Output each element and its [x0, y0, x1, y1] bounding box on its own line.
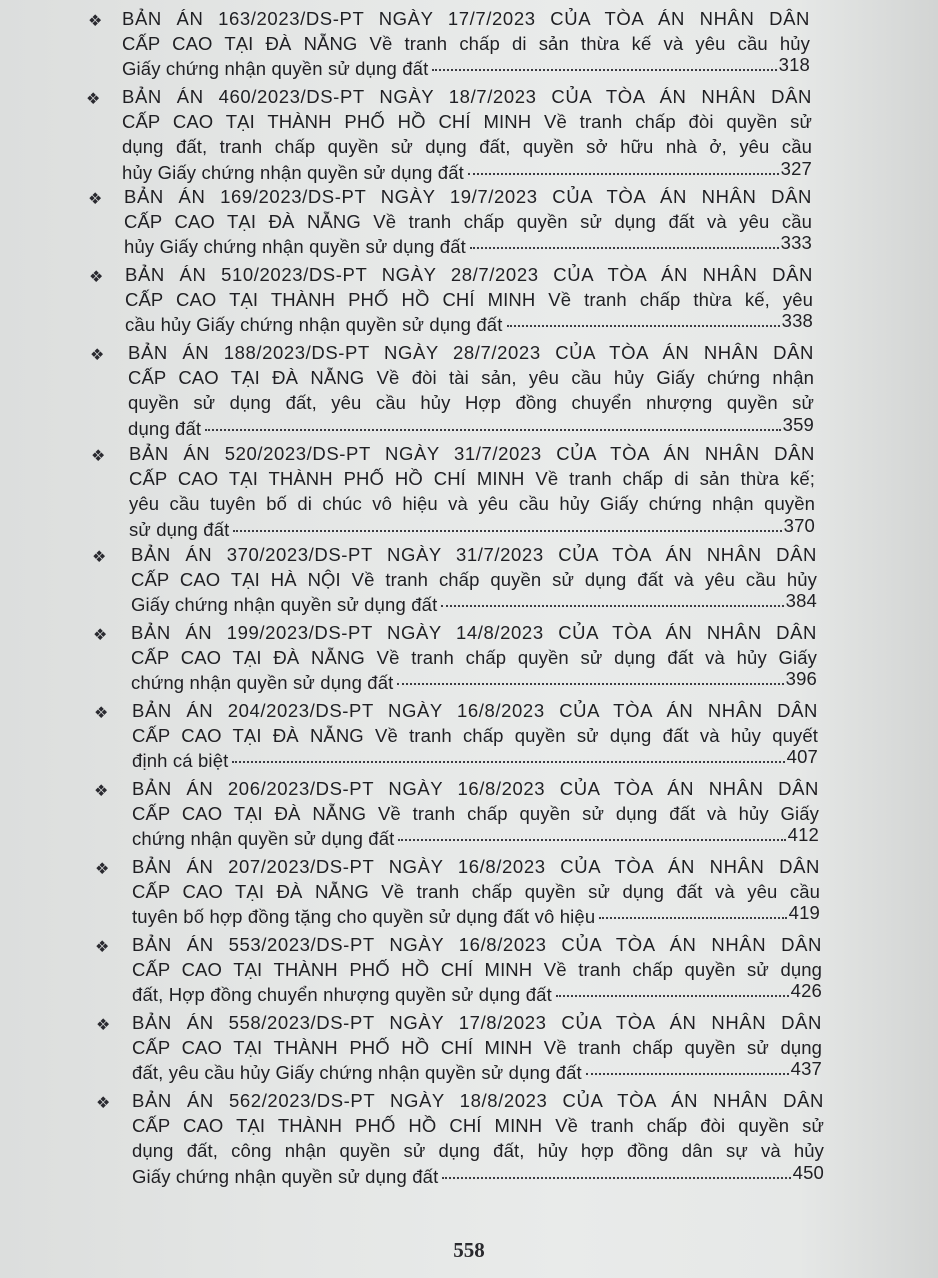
toc-entry-text	[131, 542, 817, 618]
toc-entry-line: CẤP CAO TẠI ĐÀ NẴNG Về tranh chấp quyền sử dụng đất và hủy Giấy	[131, 647, 817, 669]
toc-entry-text	[132, 932, 822, 1008]
toc-entry-title: BẢN ÁN 510/2023/DS-PT NGÀY 28/7/2023 CỦA TÒA ÁN NHÂN DÂN	[125, 264, 813, 285]
toc-entry-last-text: tuyên bố hợp đồng tặng cho quyền sử dụng đất vô hiệu	[132, 906, 596, 928]
toc-entry-title: BẢN ÁN 207/2023/DS-PT NGÀY 16/8/2023 CỦA TÒA ÁN NHÂN DÂN	[132, 856, 820, 877]
toc-page-number: 370	[783, 514, 815, 536]
dot-leader	[233, 530, 781, 532]
toc-entry-title: BẢN ÁN 562/2023/DS-PT NGÀY 18/8/2023 CỦA TÒA ÁN NHÂN DÂN	[132, 1090, 824, 1111]
toc-entry-last-line	[125, 312, 813, 337]
toc-entry-last-line	[124, 234, 812, 259]
toc-page-number: 327	[780, 157, 812, 179]
dot-leader	[441, 605, 783, 607]
toc-entry-last-line	[122, 157, 812, 185]
toc-page-number: 318	[778, 54, 810, 76]
toc-entry-title: BẢN ÁN 370/2023/DS-PT NGÀY 31/7/2023 CỦA TÒA ÁN NHÂN DÂN	[131, 544, 817, 565]
toc-entry-last-line	[132, 904, 820, 929]
toc-entry-title: BẢN ÁN 206/2023/DS-PT NGÀY 16/8/2023 CỦA TÒA ÁN NHÂN DÂN	[132, 778, 819, 799]
toc-entry-title: BẢN ÁN 520/2023/DS-PT NGÀY 31/7/2023 CỦA TÒA ÁN NHÂN DÂN	[129, 443, 815, 464]
toc-entry	[0, 1088, 938, 1187]
toc-page-number: 407	[786, 746, 818, 768]
toc-entry-last-line	[132, 1161, 824, 1189]
dot-leader	[232, 761, 784, 763]
toc-entry-last-text: sử dụng đất	[129, 518, 230, 540]
toc-entry-line: CẤP CAO TẠI THÀNH PHỐ HỒ CHÍ MINH Về tranh chấp thừa kế, yêu	[125, 289, 813, 311]
toc-entry	[0, 542, 938, 620]
toc-entry-title: BẢN ÁN 558/2023/DS-PT NGÀY 17/8/2023 CỦA TÒA ÁN NHÂN DÂN	[132, 1012, 822, 1033]
diamond-bullet-icon: ❖	[92, 549, 107, 566]
toc-entry-text	[132, 1010, 822, 1086]
toc-entry	[0, 184, 938, 262]
dot-leader	[442, 1177, 790, 1179]
toc-entry-line: CẤP CAO TẠI THÀNH PHỐ HỒ CHÍ MINH Về tranh chấp di sản thừa kế;	[129, 468, 815, 490]
toc-entry-last-text: hủy Giấy chứng nhận quyền sử dụng đất	[124, 236, 466, 258]
toc-entry-last-text: Giấy chứng nhận quyền sử dụng đất	[132, 1165, 439, 1187]
toc-entry-last-text: đất, Hợp đồng chuyển nhượng quyền sử dụng đất	[132, 984, 552, 1006]
toc-entry-line: dụng đất, công nhận quyền sử dụng đất, hủy hợp đồng dân sự và hủy	[132, 1140, 824, 1162]
toc-page-number: 450	[792, 1161, 824, 1183]
toc-entry	[0, 620, 938, 698]
toc-entry-title: BẢN ÁN 169/2023/DS-PT NGÀY 19/7/2023 CỦA TÒA ÁN NHÂN DÂN	[124, 186, 812, 207]
toc-page-number: 333	[780, 232, 812, 254]
toc-entry-last-line	[128, 413, 814, 441]
toc-entry-text	[122, 84, 812, 185]
diamond-bullet-icon: ❖	[86, 91, 101, 108]
toc-entry	[0, 932, 938, 1010]
toc-entry	[0, 84, 938, 183]
diamond-bullet-icon: ❖	[95, 939, 110, 956]
toc-entry-line: CẤP CAO TẠI ĐÀ NẴNG Về tranh chấp quyền sử dụng đất và yêu cầu	[124, 211, 812, 233]
toc-entry-line: CẤP CAO TẠI THÀNH PHỐ HỒ CHÍ MINH Về tranh chấp đòi quyền sử	[132, 1115, 824, 1137]
diamond-bullet-icon: ❖	[89, 269, 104, 286]
toc-entry	[0, 262, 938, 340]
toc-entry-last-line	[129, 514, 815, 542]
toc-entry-text	[124, 184, 812, 260]
dot-leader	[205, 429, 780, 431]
toc-entry-line: CẤP CAO TẠI ĐÀ NẴNG Về tranh chấp quyền sử dụng đất và yêu cầu	[132, 881, 820, 903]
diamond-bullet-icon: ❖	[96, 1017, 111, 1034]
toc-entry-line: CẤP CAO TẠI ĐÀ NẴNG Về tranh chấp quyền sử dụng đất và hủy Giấy	[132, 803, 819, 825]
toc-entry-last-text: đất, yêu cầu hủy Giấy chứng nhận quyền sử dụng đất	[132, 1062, 582, 1084]
diamond-bullet-icon: ❖	[88, 13, 103, 30]
toc-entry-text	[131, 620, 817, 696]
toc-page-number: 359	[782, 413, 814, 435]
toc-entry	[0, 340, 938, 439]
page-number: 558	[453, 1238, 485, 1262]
diamond-bullet-icon: ❖	[96, 1095, 111, 1112]
diamond-bullet-icon: ❖	[91, 448, 106, 465]
toc-page-number: 437	[790, 1058, 822, 1080]
dot-leader	[397, 683, 783, 685]
toc-entry-line: dụng đất, tranh chấp quyền sử dụng đất, quyền sở hữu nhà ở, yêu cầu	[122, 136, 812, 158]
toc-page-number: 419	[788, 902, 820, 924]
diamond-bullet-icon: ❖	[94, 705, 109, 722]
toc-entry-line: CẤP CAO TẠI THÀNH PHỐ HỒ CHÍ MINH Về tranh chấp đòi quyền sử	[122, 111, 812, 133]
dot-leader	[599, 917, 786, 919]
dot-leader	[556, 995, 789, 997]
toc-entry-line: CẤP CAO TẠI THÀNH PHỐ HỒ CHÍ MINH Về tranh chấp quyền sử dụng	[132, 959, 822, 981]
toc-entry-last-text: cầu hủy Giấy chứng nhận quyền sử dụng đất	[125, 314, 503, 336]
diamond-bullet-icon: ❖	[88, 191, 103, 208]
diamond-bullet-icon: ❖	[93, 627, 108, 644]
toc-entry-text	[132, 698, 818, 774]
toc-entry-last-line	[132, 826, 819, 851]
toc-entry-last-line	[131, 670, 817, 695]
toc-page-number: 338	[781, 310, 813, 332]
toc-entry	[0, 1010, 938, 1088]
toc-page-number: 396	[785, 668, 817, 690]
toc-entry-line: CẤP CAO TẠI HÀ NỘI Về tranh chấp quyền sử dụng đất và yêu cầu hủy	[131, 569, 817, 591]
toc-entry-line: CẤP CAO TẠI ĐÀ NẴNG Về tranh chấp quyền sử dụng đất và hủy quyết	[132, 725, 818, 747]
toc-entry-last-text: chứng nhận quyền sử dụng đất	[132, 828, 395, 850]
toc-entry-text	[128, 340, 814, 441]
toc-entry-title: BẢN ÁN 204/2023/DS-PT NGÀY 16/8/2023 CỦA TÒA ÁN NHÂN DÂN	[132, 700, 818, 721]
dot-leader	[468, 173, 779, 175]
toc-entry-line: yêu cầu tuyên bố di chúc vô hiệu và yêu cầu hủy Giấy chứng nhận quyền	[129, 493, 815, 515]
toc-page-number: 426	[790, 980, 822, 1002]
toc-entry-text	[132, 854, 820, 930]
toc-entry	[0, 854, 938, 932]
toc-entry-line: quyền sử dụng đất, yêu cầu hủy Hợp đồng chuyển nhượng quyền sử	[128, 392, 814, 414]
toc-entry-last-text: hủy Giấy chứng nhận quyền sử dụng đất	[122, 161, 464, 183]
toc-entry-last-line	[132, 982, 822, 1007]
toc-entry-last-line	[132, 748, 818, 773]
diamond-bullet-icon: ❖	[95, 861, 110, 878]
toc-entry-text	[132, 776, 819, 852]
toc-entry	[0, 441, 938, 540]
toc-entry-title: BẢN ÁN 163/2023/DS-PT NGÀY 17/7/2023 CỦA TÒA ÁN NHÂN DÂN	[122, 8, 810, 29]
toc-entry-title: BẢN ÁN 199/2023/DS-PT NGÀY 14/8/2023 CỦA TÒA ÁN NHÂN DÂN	[131, 622, 817, 643]
dot-leader	[586, 1073, 789, 1075]
toc-entry-text	[122, 6, 810, 82]
dot-leader	[470, 247, 779, 249]
dot-leader	[398, 839, 785, 841]
dot-leader	[432, 69, 776, 71]
toc-entry-last-line	[131, 592, 817, 617]
toc-entry-line: CẤP CAO TẠI ĐÀ NẴNG Về tranh chấp di sản thừa kế và yêu cầu hủy	[122, 33, 810, 55]
toc-entry-title: BẢN ÁN 188/2023/DS-PT NGÀY 28/7/2023 CỦA TÒA ÁN NHÂN DÂN	[128, 342, 814, 363]
toc-entry-last-text: dụng đất	[128, 417, 202, 439]
toc-entry-last-line	[132, 1060, 822, 1085]
diamond-bullet-icon: ❖	[90, 347, 105, 364]
toc-entry	[0, 6, 938, 84]
toc-page-number: 384	[785, 590, 817, 612]
toc-entry-line: CẤP CAO TẠI THÀNH PHỐ HỒ CHÍ MINH Về tranh chấp quyền sử dụng	[132, 1037, 822, 1059]
diamond-bullet-icon: ❖	[94, 783, 109, 800]
toc-entry-text	[132, 1088, 824, 1189]
toc-entry-title: BẢN ÁN 460/2023/DS-PT NGÀY 18/7/2023 CỦA TÒA ÁN NHÂN DÂN	[122, 86, 812, 107]
toc-entry-last-text: Giấy chứng nhận quyền sử dụng đất	[131, 594, 438, 616]
toc-entry-last-line	[122, 56, 810, 81]
toc-entry-last-text: Giấy chứng nhận quyền sử dụng đất	[122, 58, 429, 80]
toc-entry	[0, 776, 938, 854]
toc-entry-last-text: định cá biệt	[132, 750, 229, 772]
toc-entry-last-text: chứng nhận quyền sử dụng đất	[131, 672, 394, 694]
toc-page-number: 412	[787, 824, 819, 846]
toc-entry-text	[129, 441, 815, 542]
dot-leader	[507, 325, 780, 327]
toc-entry-line: CẤP CAO TẠI ĐÀ NẴNG Về đòi tài sản, yêu cầu hủy Giấy chứng nhận	[128, 367, 814, 389]
toc-entry	[0, 698, 938, 776]
toc-entry-title: BẢN ÁN 553/2023/DS-PT NGÀY 16/8/2023 CỦA TÒA ÁN NHÂN DÂN	[132, 934, 822, 955]
toc-entry-text	[125, 262, 813, 338]
